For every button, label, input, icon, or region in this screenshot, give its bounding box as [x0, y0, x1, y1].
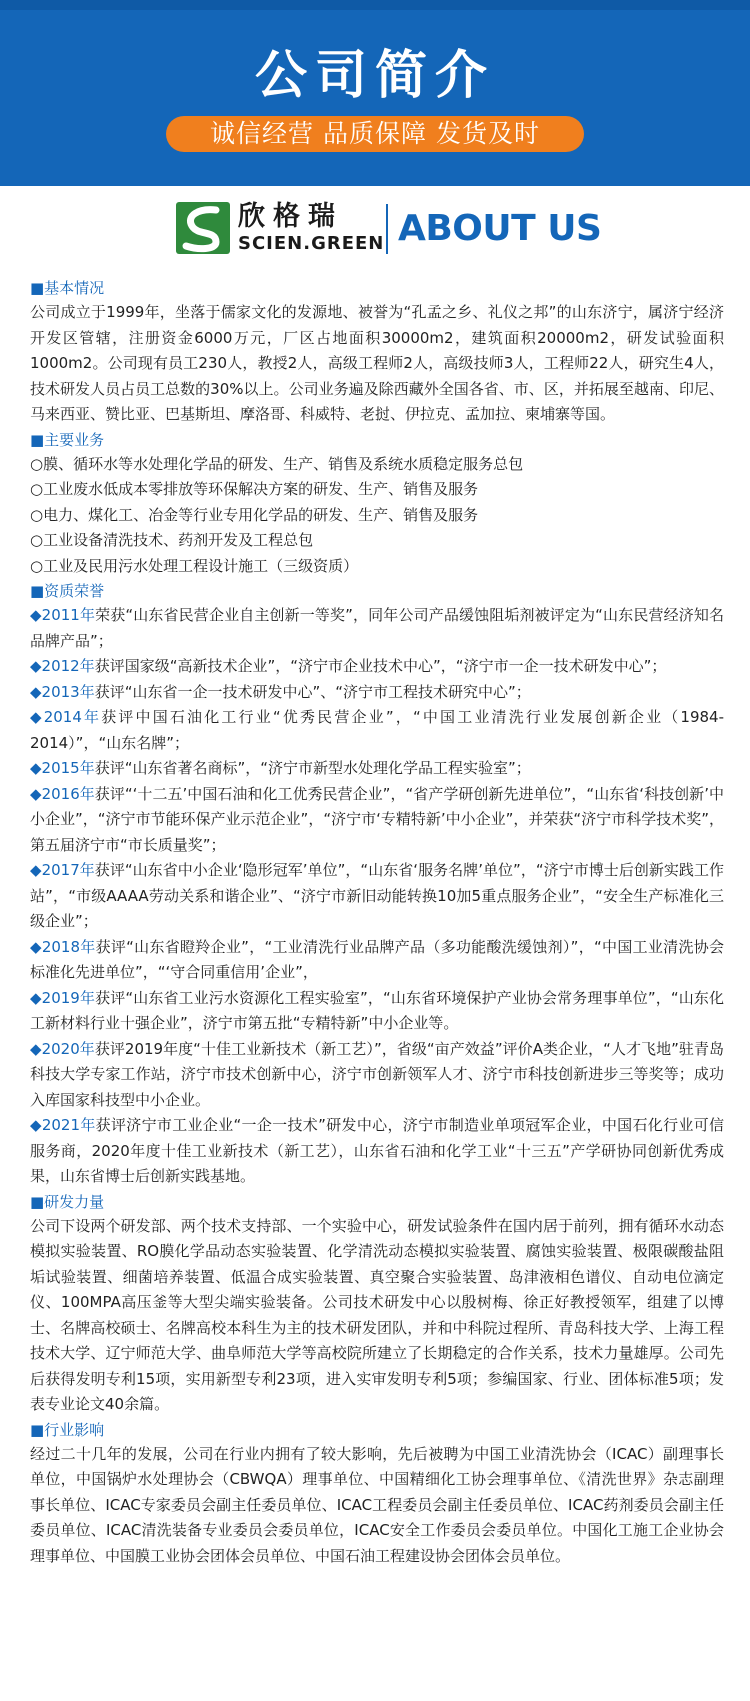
honor-year: ◆2021年	[30, 1116, 96, 1134]
section-title-honors: ■资质荣誉	[30, 582, 105, 600]
business-list	[30, 452, 724, 580]
honor-text: 荣获“山东省民营企业自主创新一等奖”，同年公司产品缓蚀阻垢剂被评定为“山东民营经济知名品牌产品”；	[30, 606, 724, 650]
rd-paragraph: 公司下设两个研发部、两个技术支持部、一个实验中心，研发试验条件在国内居于前列，拥有循环水动态模拟实验装置、RO膜化学品动态实验装置、化学清洗动态模拟实验装置、腐蚀实验装置、极限碳酸盐阻垢试验装置、细菌培养装置、低温合成实验装置、真空聚合实验装置、岛津液相色谱仪、自动电位滴定仪、100MPA高压釜等大型尖端实验装备。公司技术研发中心以殷树梅、徐正好教授领军，组建了以博士、名牌高校硕士、名牌高校本科生为主的技术研发团队，并和中科院过程所、青岛科技大学、上海工程技术大学、辽宁师范大学、曲阜师范大学等高校院所建立了长期稳定的合作关系，技术力量雄厚。公司先后获得发明专利15项，实用新型专利23项，进入实审发明专利5项；参编国家、行业、团体标准5项；发表专业论文40余篇。	[30, 1216, 724, 1413]
section-title-influence: ■行业影响	[30, 1420, 105, 1439]
section-title-rd: ■研发力量	[30, 1192, 105, 1211]
honor-entry	[30, 705, 724, 756]
company-name-cn: 欣格瑞	[238, 201, 343, 232]
honor-text: 获评中国石油化工行业“优秀民营企业”，“中国工业清洗行业发展创新企业（1984-2014）”，“山东名牌”；	[30, 708, 724, 752]
honor-text: 获评“山东省工业污水资源化工程实验室”，“山东省环境保护产业协会常务理事单位”，“山东化工新材料行业十强企业”，济宁市第五批“专精特新”中小企业等。	[30, 988, 725, 1032]
honor-year: ◆2017年	[30, 861, 95, 879]
honor-year: ◆2013年	[30, 682, 95, 701]
honor-entry	[30, 1037, 724, 1114]
business-item: ○工业及民用污水处理工程设计施工（三级资质）	[30, 556, 359, 575]
business-item: ○膜、循环水等水处理化学品的研发、生产、销售及系统水质稳定服务总包	[30, 454, 524, 473]
honor-year: ◆2015年	[30, 759, 95, 777]
brand-bar	[0, 186, 750, 262]
influence-paragraph: 经过二十几年的发展，公司在行业内拥有了较大影响，先后被聘为中国工业清洗协会（ICAC）副理事长单位，中国锅炉水处理协会（CBWQA）理事单位、中国精细化工协会理事单位、《清洗世界》杂志副理事长单位、ICAC专家委员会副主任委员单位、ICAC工程委员会副主任委员单位、ICAC药剂委员会副主任委员单位、ICAC清洗装备专业委员会委员单位，ICAC安全工作委员会委员单位。中国化工施工企业协会理事单位、中国膜工业协会团体会员单位、中国石油工程建设协会团体会员单位。	[30, 1444, 724, 1565]
business-item: ○工业设备清洗技术、药剂开发及工程总包	[30, 531, 314, 549]
honor-entry	[30, 782, 724, 859]
honor-text: 获评“山东省著名商标”，“济宁市新型水处理化学品工程实验室”；	[94, 759, 531, 777]
basic-info-paragraph: 公司成立于1999年，坐落于儒家文化的发源地、被誉为“孔孟之乡、礼仪之邦”的山东济宁，属济宁经济开发区管辖，注册资金6000万元，厂区占地面积30000m2，建筑面积20000m2，研发试验面积1000m2。公司现有员工230人，教授2人，高级工程师2人，高级技师3人，工程师22人，研究生4人，技术研发人员占员工总数的30%以上。公司业务遍及除西藏外全国各省、市、区，并拓展至越南、印尼、马来西亚、赞比亚、巴基斯坦、摩洛哥、科威特、老挝、伊拉克、孟加拉、柬埔寨等国。	[30, 303, 724, 423]
section-title-basic: ■基本情况	[30, 279, 105, 297]
brand-divider	[386, 204, 388, 254]
slogan-badge: 诚信经营 品质保障 发货及时	[166, 116, 584, 152]
business-item: ○工业废水低成本零排放等环保解决方案的研发、生产、销售及服务	[30, 480, 479, 498]
honor-year: ◆2012年	[30, 657, 95, 675]
honor-entry	[30, 603, 724, 654]
honor-text: 获评“‘十二五’中国石油和化工优秀民营企业”，“省产学研创新先进单位”，“山东省‘科技创新’中小企业”，“济宁市节能环保产业示范企业”，“济宁市‘专精特新’中小企业”，并荣获“济宁市科学技术奖”，第五届济宁市“市长质量奖”；	[30, 784, 724, 854]
honor-year: ◆2011年	[30, 606, 96, 624]
company-logo-icon	[176, 202, 230, 254]
honor-text: 获评“山东省中小企业‘隐形冠军’单位”，“山东省‘服务名牌’单位”，“济宁市博士后创新实践工作站”，“市级AAAA劳动关系和谐企业”、“济宁市新旧动能转换10加5重点服务企业”，“安全生产标准化三级企业”；	[30, 861, 724, 930]
honors-list	[30, 603, 724, 1190]
honor-text: 获评济宁市工业企业“一企一技术”研发中心，济宁市制造业单项冠军企业，中国石化行业可信服务商，2020年度十佳工业新技术（新工艺），山东省石油和化学工业“十三五”产学研协同创新优秀成果，山东省博士后创新实践基地。	[30, 1116, 725, 1185]
honor-entry	[30, 858, 724, 935]
business-item: ○电力、煤化工、冶金等行业专用化学品的研发、生产、销售及服务	[30, 505, 479, 524]
honor-year: ◆2018年	[30, 937, 96, 956]
banner-top-stripe	[0, 0, 750, 10]
profile-content	[30, 276, 724, 1569]
honor-year: ◆2019年	[30, 988, 96, 1007]
about-us-heading: ABOUT US	[398, 208, 602, 249]
honor-text: 获评“山东省一企一技术研发中心”、“济宁市工程技术研究中心”；	[94, 682, 531, 701]
honor-text: 获评“山东省瞪羚企业”，“工业清洗行业品牌产品（多功能酸洗缓蚀剂）”，“中国工业清洗协会标准化先进单位”，“‘守合同重信用’企业”，	[30, 937, 725, 981]
honor-entry	[30, 1113, 724, 1190]
page-title: 公司简介	[254, 46, 495, 106]
honor-text: 获评国家级“高新技术企业”，“济宁市企业技术中心”，“济宁市一企一技术研发中心”；	[94, 657, 667, 675]
honor-entry	[30, 935, 724, 986]
honor-year: ◆2020年	[30, 1039, 95, 1058]
honor-entry	[30, 680, 724, 706]
honor-entry	[30, 654, 724, 680]
section-title-business: ■主要业务	[30, 430, 105, 449]
company-name-en: SCIEN.GREEN	[238, 233, 385, 254]
honor-text: 获评2019年度“十佳工业新技术（新工艺）”，省级“亩产效益”评价A类企业，“人才飞地”驻青岛科技大学专家工作站，济宁市技术创新中心，济宁市创新领军人才、济宁市科技创新进步三等奖等；成功入库国家科技型中小企业。	[30, 1039, 724, 1109]
honor-year: ◆2016年	[30, 784, 95, 803]
honor-year: ◆2014年	[30, 708, 102, 726]
header-banner	[0, 0, 750, 186]
honor-entry	[30, 756, 724, 782]
honor-entry	[30, 986, 724, 1037]
